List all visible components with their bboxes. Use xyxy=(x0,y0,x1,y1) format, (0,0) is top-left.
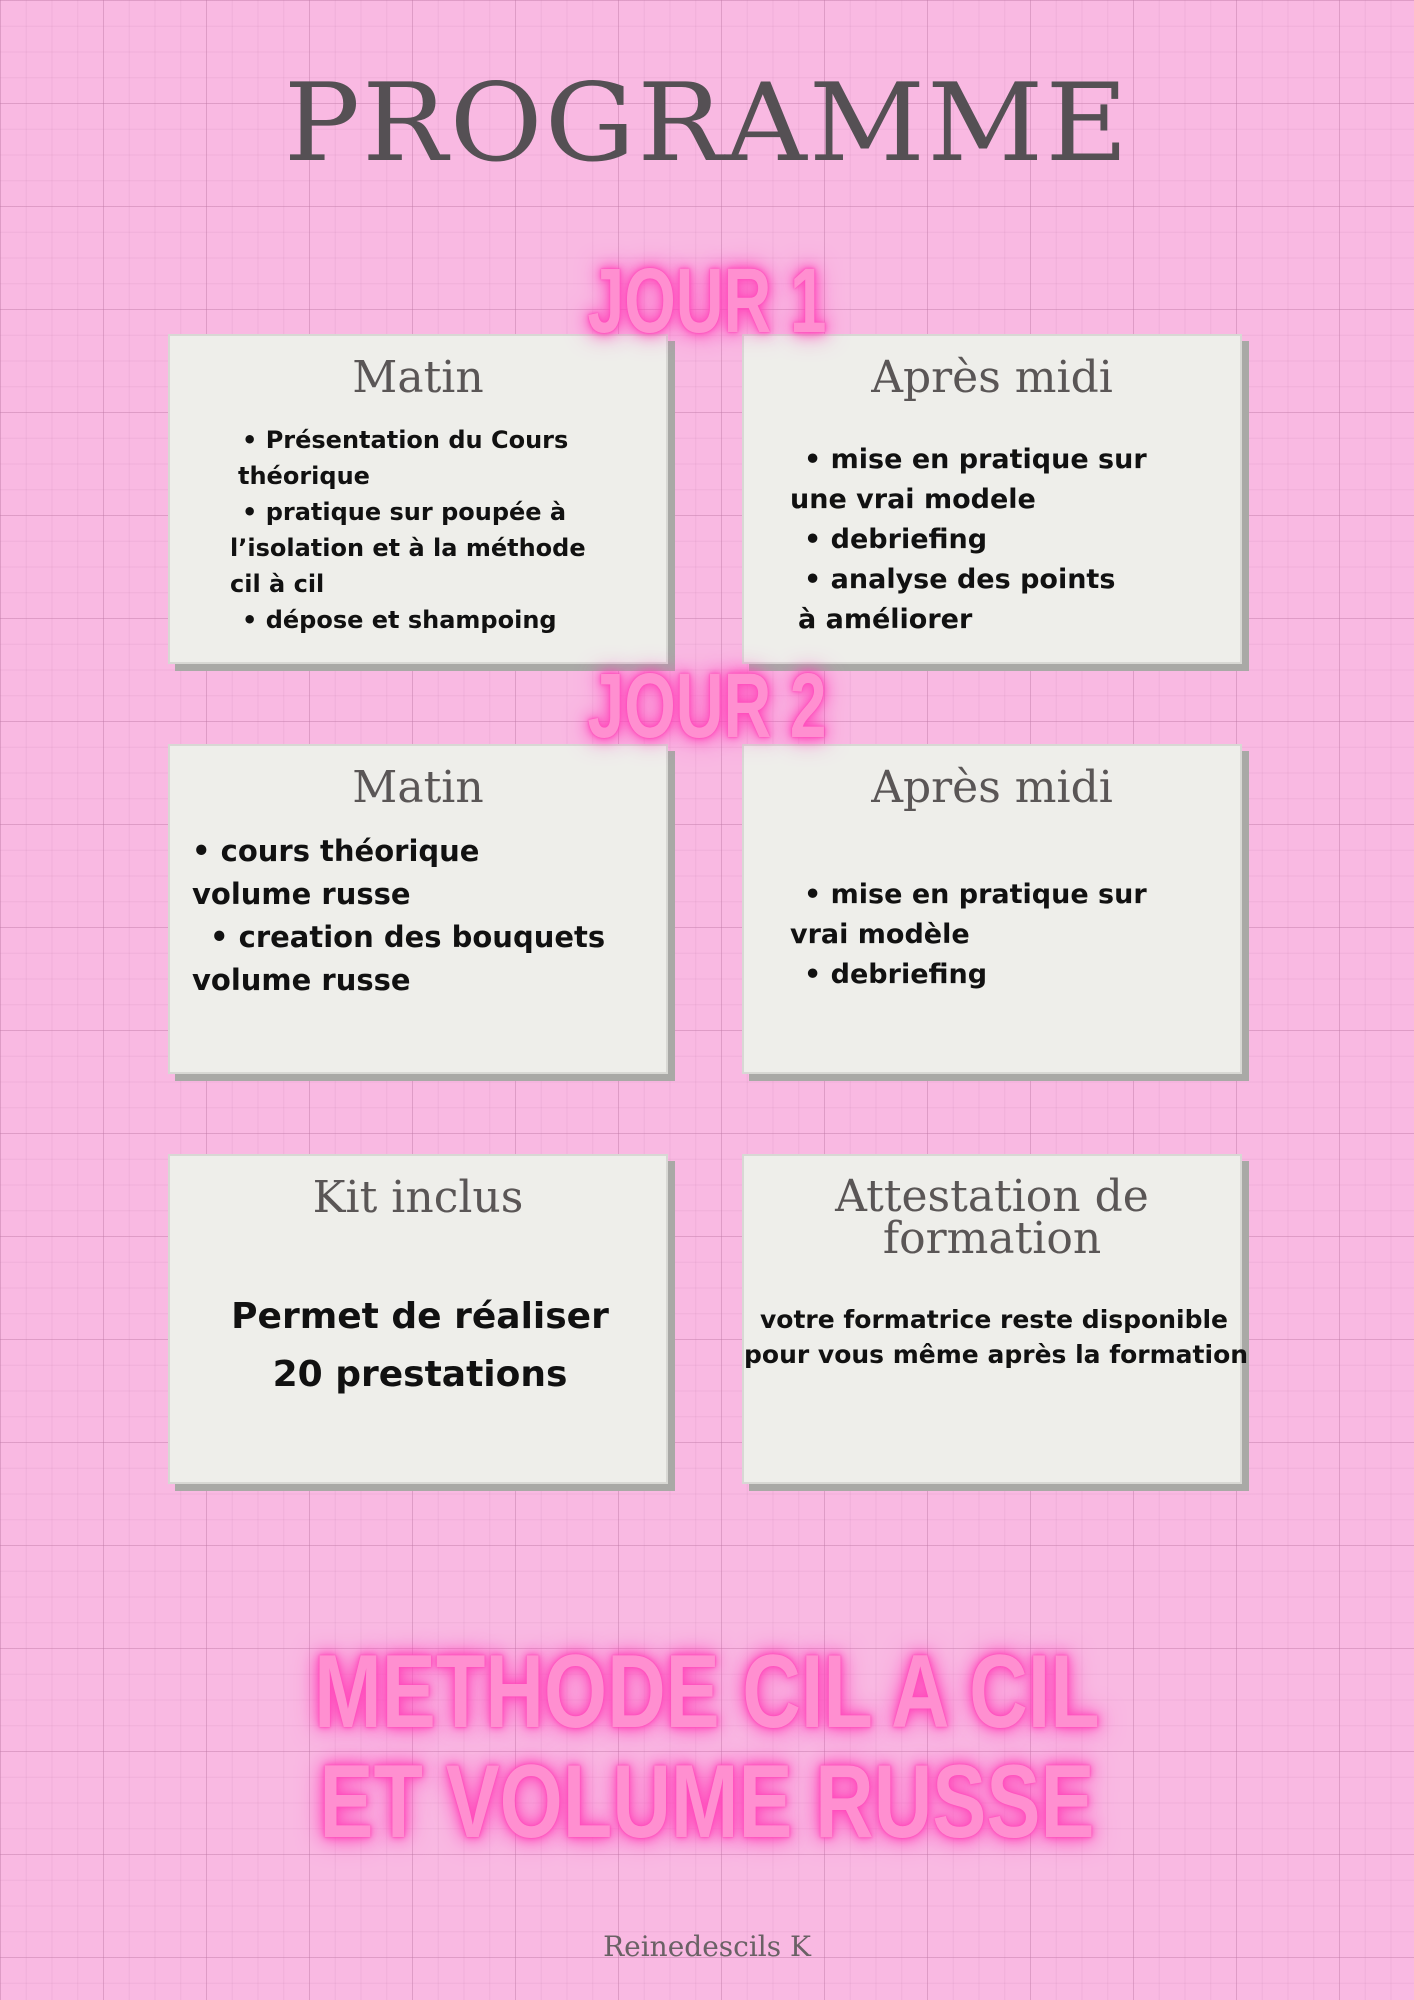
banner-line: ET VOLUME RUSSE xyxy=(319,1744,1095,1860)
day2-afternoon-card xyxy=(742,744,1242,1074)
list-item: une vrai modele xyxy=(790,484,1036,515)
banner-line: METHODE CIL A CIL xyxy=(314,1634,1100,1750)
list-item: • mise en pratique sur xyxy=(804,444,1147,475)
list-item: l’isolation et à la méthode xyxy=(230,534,586,562)
list-item: volume russe xyxy=(192,877,411,911)
day2-morning-card xyxy=(168,744,668,1074)
list-item: • dépose et shampoing xyxy=(242,606,557,634)
kit-card xyxy=(168,1154,668,1484)
attestation-text: votre formatrice reste disponible xyxy=(759,1305,1229,1334)
day2-heading: JOUR 2 xyxy=(587,655,827,757)
day1-morning-card xyxy=(168,334,668,664)
list-item: à améliorer xyxy=(798,604,973,635)
list-item: • pratique sur poupée à xyxy=(242,498,567,526)
card-title-line: Attestation de xyxy=(835,1171,1149,1222)
list-item: • Présentation du Cours xyxy=(242,426,569,454)
list-item: • creation des bouquets xyxy=(210,920,606,954)
card-title xyxy=(744,1171,1240,1264)
list-item: • mise en pratique sur xyxy=(804,879,1147,910)
list-item: volume russe xyxy=(192,963,411,997)
list-item: théorique xyxy=(238,462,370,490)
card-title: Après midi xyxy=(871,762,1113,813)
card-title: Matin xyxy=(352,762,484,813)
card-title-line: formation xyxy=(882,1213,1102,1264)
day1-heading: JOUR 1 xyxy=(587,250,827,352)
list-item: cil à cil xyxy=(230,570,325,598)
page-title: PROGRAMME xyxy=(283,61,1131,186)
attestation-card xyxy=(742,1154,1249,1484)
list-item: • debriefing xyxy=(804,524,988,555)
banner-heading xyxy=(156,1634,1259,1860)
kit-text: 20 prestations xyxy=(272,1354,568,1395)
attestation-text: pour vous même après la formation xyxy=(744,1340,1249,1369)
card-title: Matin xyxy=(352,352,484,403)
card-title: Après midi xyxy=(871,352,1113,403)
list-item: vrai modèle xyxy=(790,919,970,950)
card-title: Kit inclus xyxy=(312,1172,524,1223)
kit-text: Permet de réaliser xyxy=(231,1296,609,1337)
footer-signature: Reinedescils K xyxy=(603,1930,811,1963)
list-item: • debriefing xyxy=(804,959,988,990)
list-item: • cours théorique xyxy=(192,834,480,868)
list-item: • analyse des points xyxy=(804,564,1116,595)
day1-afternoon-card xyxy=(742,334,1242,664)
